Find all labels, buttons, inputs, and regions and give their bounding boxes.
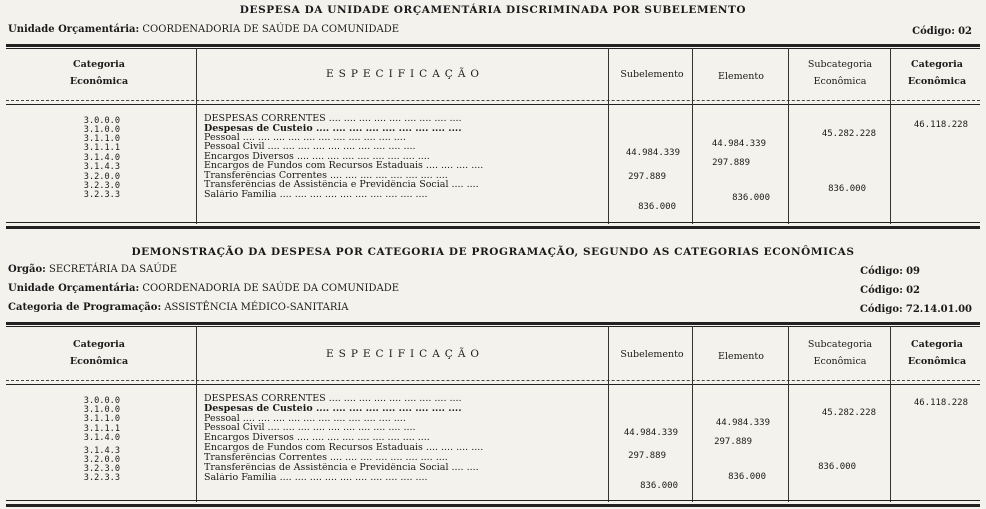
hdr-cat-2: Econômica [69,76,129,87]
unidade-label: Unidade Orçamentária: [8,283,140,294]
subelemento-value: 836.000 [640,481,678,491]
unidade-codigo-value: 02 [906,285,920,296]
table2-programacao-codigo [860,304,972,315]
column-divider [608,48,609,224]
table1-bottom-rule-2 [6,226,980,229]
code: 3.1.4.0 [83,153,120,163]
code: 3.1.1.1 [83,143,120,153]
orgao-codigo-label: Código: [860,266,903,277]
categoria-value: 46.118.228 [913,398,968,408]
table2-unidade [8,283,399,294]
table2-orgao [8,264,177,275]
codigo-label: Código: [912,26,955,37]
desc: Transferências Correntes .... .... .... .... .... .... .... .... [204,453,448,463]
table1-bottom-rule [6,222,980,223]
elemento-value: 836.000 [728,472,766,482]
column-divider [788,326,789,502]
programacao-codigo-value: 72.14.01.00 [905,304,972,315]
table2-header-especificacao: ESPECIFICAÇÃO [325,348,485,360]
elemento-value: 297.889 [712,158,750,168]
code: 3.2.3.3 [83,473,120,483]
column-divider [890,326,891,502]
table1-top-rule [6,44,980,47]
hdr-cat-1: Categoria [73,339,125,350]
desc: Pessoal Civil .... .... .... .... .... .... .... .... .... .... [204,142,416,152]
desc: Pessoal Civil .... .... .... .... .... .... .... .... .... .... [204,423,416,433]
code: 3.1.4.0 [83,433,120,443]
code: 3.2.3.3 [83,190,120,200]
desc: Transferências Correntes .... .... .... .... .... .... .... .... [204,171,448,181]
code: 3.1.4.3 [83,162,120,172]
subcategoria-value: 45.282.228 [821,129,876,139]
subelemento-value: 297.889 [628,451,666,461]
column-divider [788,48,789,224]
table2-top-rule-2 [6,326,980,327]
table1-header-subcategoria [790,56,890,90]
desc: Salário Família .... .... .... .... .... .... .... .... .... .... [204,473,428,483]
code: 3.0.0.0 [83,116,120,126]
unidade-label: Unidade Orçamentária: [8,24,140,35]
column-divider [890,48,891,224]
programacao-label: Categoria de Programação: [8,302,162,313]
subelemento-value: 836.000 [638,202,676,212]
elemento-value: 44.984.339 [711,139,766,149]
table1-header-categoria-economica [892,56,982,90]
programacao-codigo-label: Código: [859,304,903,315]
table2-bottom-rule [6,500,980,501]
unidade-codigo-label: Código: [860,285,903,296]
code: 3.2.0.0 [83,172,120,182]
desc: Encargos Diversos .... .... .... .... .... .... .... .... .... [204,433,430,443]
code: 3.1.0.0 [83,125,120,135]
table2-header-subcategoria [790,336,890,370]
table2-orgao-codigo [860,266,920,277]
orgao-label: Orgão: [8,264,46,275]
table1-top-rule-2 [6,48,980,49]
hdr-cat-2: Econômica [69,356,129,367]
hdr-sub-1: Subcategoria [807,59,873,70]
table2-header-subelemento: Subelemento [620,349,684,360]
unidade-value: COORDENADORIA DE SAÚDE DA COMUNIDADE [142,283,400,294]
desc: Encargos de Fundos com Recursos Estaduais .... .... .... .... [204,443,484,453]
desc: Transferências de Assistência e Previdência Social .... .... [204,180,479,190]
subcategoria-value: 836.000 [818,462,856,472]
table1-header-categoria [24,56,174,90]
table1-codigo [912,26,972,37]
programacao-value: ASSISTÊNCIA MÉDICO-SANITARIA [164,302,349,313]
unidade-value: COORDENADORIA DE SAÚDE DA COMUNIDADE [142,24,400,35]
table2-header-categoria-economica [892,336,982,370]
code: 3.1.0.0 [83,405,120,415]
column-divider [608,326,609,502]
orgao-value: SECRETÁRIA DA SAÚDE [49,264,178,275]
code: 3.2.3.0 [83,464,120,474]
elemento-value: 44.984.339 [715,418,770,428]
hdr-cateco-1: Categoria [911,339,963,350]
table1-header-elemento: Elemento [718,71,764,82]
table1-header-subelemento: Subelemento [620,69,684,80]
subelemento-value: 297.889 [628,172,666,182]
desc: Pessoal .... .... .... .... .... .... .... .... .... .... .... [204,133,406,143]
orgao-codigo-value: 09 [906,266,920,277]
desc: Transferências de Assistência e Previdência Social .... .... [204,463,479,473]
desc: Pessoal .... .... .... .... .... .... .... .... .... .... .... [204,414,406,424]
subcategoria-value: 836.000 [828,184,866,194]
code: 3.1.4.3 [83,446,120,456]
hdr-sub-1: Subcategoria [807,339,873,350]
subelemento-value: 44.984.339 [625,148,680,158]
column-divider [196,48,197,224]
hdr-cat-1: Categoria [73,59,125,70]
table2-header-categoria [24,336,174,370]
code: 3.2.3.0 [83,181,120,191]
table1-header-rule [6,100,980,101]
hdr-sub-2: Econômica [813,356,867,367]
desc: Encargos Diversos .... .... .... .... .... .... .... .... .... [204,152,430,162]
code: 3.1.1.0 [83,134,120,144]
table1-title: DESPESA DA UNIDADE ORÇAMENTÁRIA DISCRIMINADA POR SUBELEMENTO [239,4,747,16]
elemento-value: 297.889 [714,437,752,447]
table2-header-rule [6,380,980,381]
table1-unidade [8,24,399,35]
code: 3.1.1.0 [83,414,120,424]
categoria-value: 46.118.228 [913,120,968,130]
desc: DESPESAS CORRENTES .... .... .... .... .... .... .... .... .... [204,114,462,124]
desc: Despesas de Custeio .... .... .... .... .... .... .... .... .... [204,404,462,414]
table1-header-especificacao: ESPECIFICAÇÃO [325,68,485,80]
hdr-cateco-2: Econômica [907,356,967,367]
hdr-sub-2: Econômica [813,76,867,87]
desc: Salário Família .... .... .... .... .... .... .... .... .... .... [204,190,428,200]
table2-bottom-rule-2 [6,504,980,507]
hdr-cateco-1: Categoria [911,59,963,70]
subcategoria-value: 45.282.228 [821,408,876,418]
desc: Despesas de Custeio .... .... .... .... .... .... .... .... .... [204,124,462,134]
table2-programacao [8,302,349,313]
column-divider [196,326,197,502]
table2-title: DEMONSTRAÇÃO DA DESPESA POR CATEGORIA DE PROGRAMAÇÃO, SEGUNDO AS CATEGORIAS ECONÔMICAS [131,246,855,258]
table2-unidade-codigo [860,285,920,296]
code: 3.0.0.0 [83,396,120,406]
subelemento-value: 44.984.339 [623,428,678,438]
code: 3.1.1.1 [83,424,120,434]
desc: DESPESAS CORRENTES .... .... .... .... .... .... .... .... .... [204,394,462,404]
codigo-value: 02 [958,26,972,37]
hdr-cateco-2: Econômica [907,76,967,87]
table2-top-rule [6,322,980,325]
table1-header-rule-2 [6,104,980,105]
code: 3.2.0.0 [83,455,120,465]
table2-header-elemento: Elemento [718,351,764,362]
table2-header-rule-2 [6,384,980,385]
elemento-value: 836.000 [732,193,770,203]
desc: Encargos de Fundos com Recursos Estaduais .... .... .... .... [204,161,484,171]
